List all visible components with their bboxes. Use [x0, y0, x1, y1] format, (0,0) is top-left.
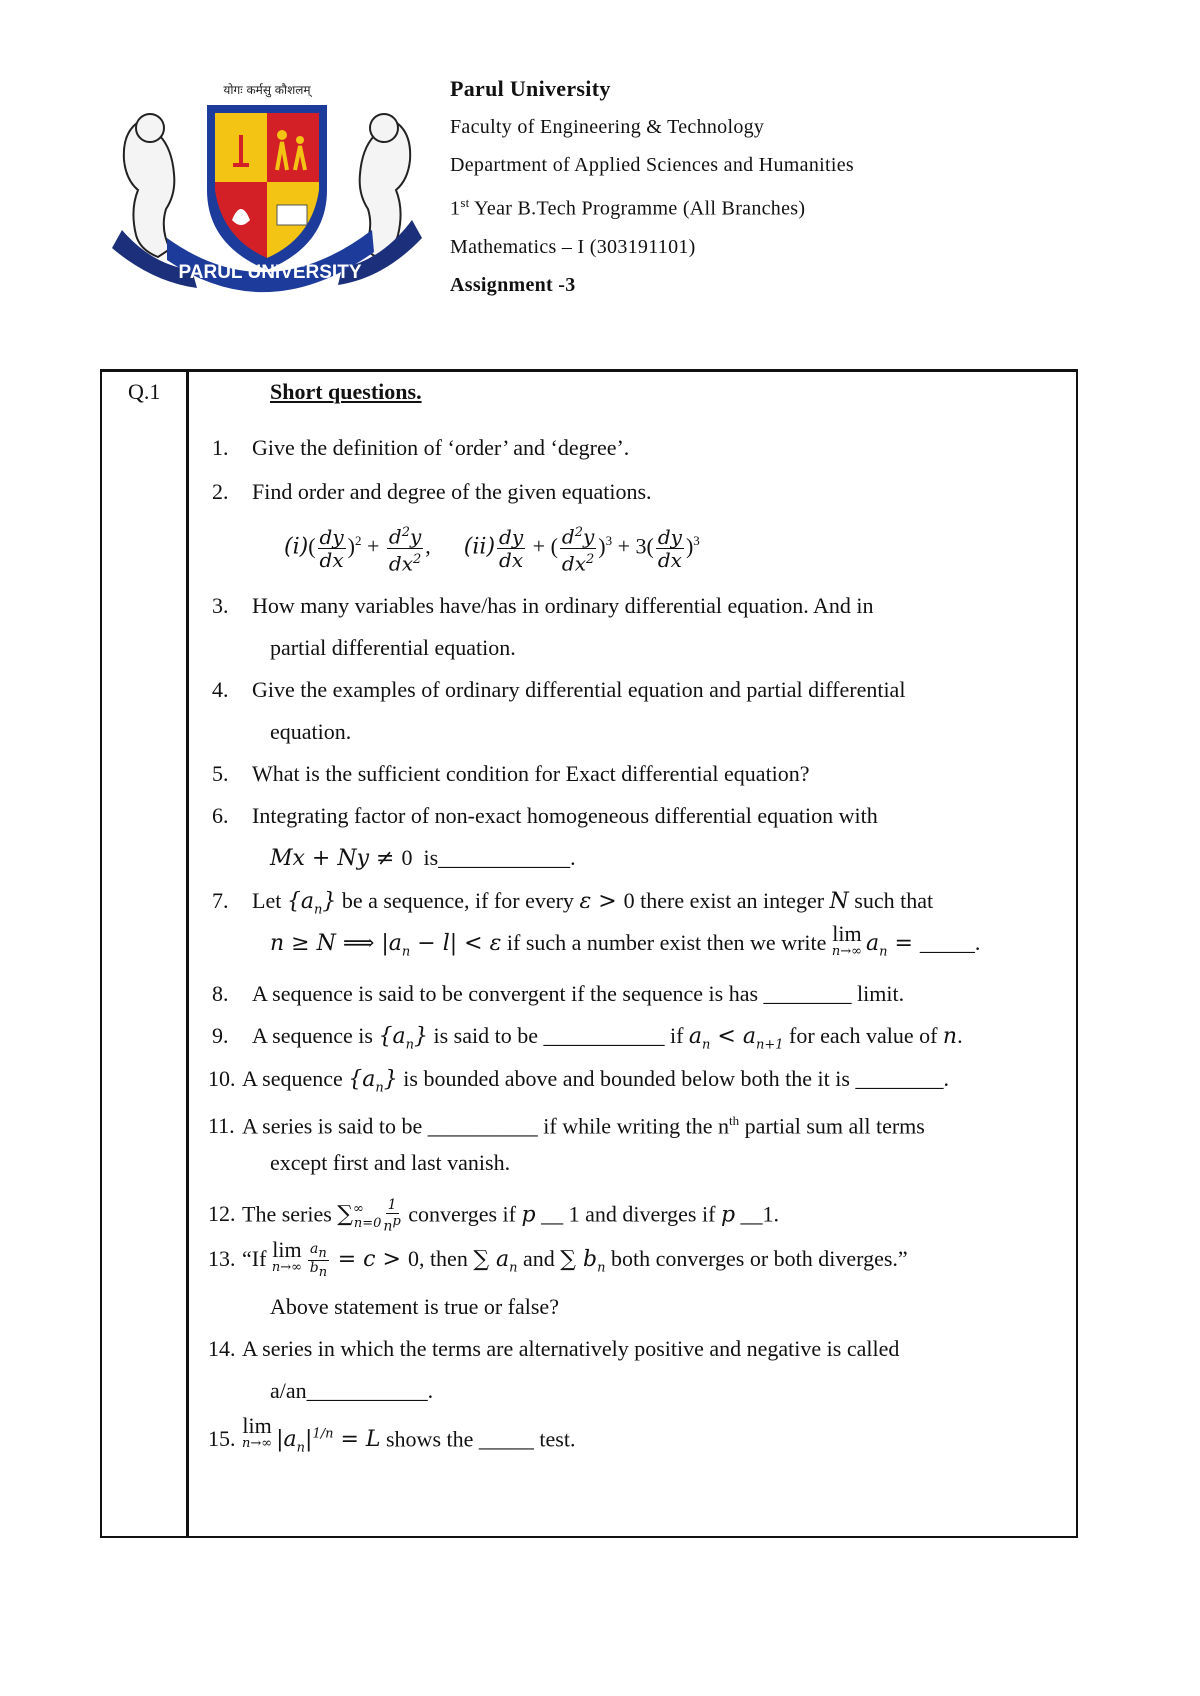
list-item: 14. A series in which the terms are alternatively positive and negative is called	[208, 1336, 900, 1361]
department-name: Department of Applied Sciences and Humanities	[450, 154, 854, 176]
logo-banner-text: PARUL UNIVERSITY	[178, 262, 362, 283]
column-divider	[186, 372, 189, 1536]
subject-name: Mathematics – I (303191101)	[450, 235, 696, 258]
question-title: Short questions.	[270, 379, 422, 404]
list-item: 11. A series is said to be __________ if while writing the $n^{th}$ partial sum all terms	[208, 1113, 925, 1139]
list-item: 13. “If lim n→∞ $\frac{a_n}{b_n}$ = c > 0, then ∑ $a_n$ and ∑ $b_n$ both converges or both diverges.”	[208, 1237, 908, 1281]
list-item: 2. Find order and degree of the given equations.	[212, 479, 652, 504]
list-item: 4. Give the examples of ordinary differential equation and partial differential	[212, 677, 906, 702]
list-item-continuation: a/an___________.	[270, 1378, 434, 1403]
list-item: 10. A sequence $\{a_n\}$ is bounded above and bounded below both the it is ________.	[208, 1066, 949, 1096]
list-item: 5. What is the sufficient condition for Exact differential equation?	[212, 761, 810, 786]
parul-university-logo	[112, 70, 422, 295]
list-item: 6. Integrating factor of non-exact homogeneous differential equation with	[212, 803, 878, 828]
list-item-continuation: n ≥ N ⟹ $|a_n - l| < \varepsilon$ if such a number exist then we write lim n→∞ $a_n$ = _____.	[270, 921, 981, 960]
list-item: 9. A sequence is $\{a_n\}$ is said to be ___________ if $a_n < a_{n+1}$ for each value of n.	[212, 1023, 963, 1053]
list-item-continuation: except first and last vanish.	[270, 1150, 511, 1175]
list-item: 8. A sequence is said to be convergent if the sequence is has ________ limit.	[212, 981, 905, 1006]
list-item: 3. How many variables have/has in ordinary differential equation. And in	[212, 593, 874, 618]
assignment-title: Assignment -3	[450, 273, 576, 296]
list-item: 1. Give the definition of ‘order’ and ‘degree’.	[212, 435, 630, 460]
list-item-continuation: equation.	[270, 719, 352, 744]
list-item: 15.lim n→∞ $|a_n|^{1/n} = L$ shows the _____ test.	[208, 1413, 576, 1456]
list-item-continuation: Mx + Ny ≠ 0 is____________.	[270, 845, 576, 871]
document-header	[450, 70, 854, 304]
programme-name: 1st Year B.Tech Programme (All Branches)	[450, 195, 806, 220]
question-table	[100, 369, 1078, 1538]
list-item: 12. The series $\sum^\infty_{n=0}$ $\frac{1}{n^p}$ converges if p __ 1 and diverges if p __1.	[208, 1196, 780, 1235]
faculty-name: Faculty of Engineering & Technology	[450, 116, 765, 138]
equations-line: (i)( $\frac{dy}{dx}$ )$^2$ + $\frac{d^2y}{dx^2}$ , (ii) $\frac{dy}{dx}$ + ( $\frac{d^2y}{dx^2}$ )$^3$ + 3( $\frac{dy}{dx}$ )$^3$	[284, 520, 700, 574]
list-item: 7. Let $\{a_n\}$ be a sequence, if for every ε > 0 there exist an integer N such that	[212, 888, 934, 918]
list-item-continuation: Above statement is true or false?	[270, 1294, 559, 1319]
logo-motto-text: योगः कर्मसु कौशलम्	[223, 83, 311, 97]
university-name: Parul University	[450, 76, 611, 101]
list-item-continuation: partial differential equation.	[270, 635, 516, 660]
question-label: Q.1	[128, 379, 161, 404]
